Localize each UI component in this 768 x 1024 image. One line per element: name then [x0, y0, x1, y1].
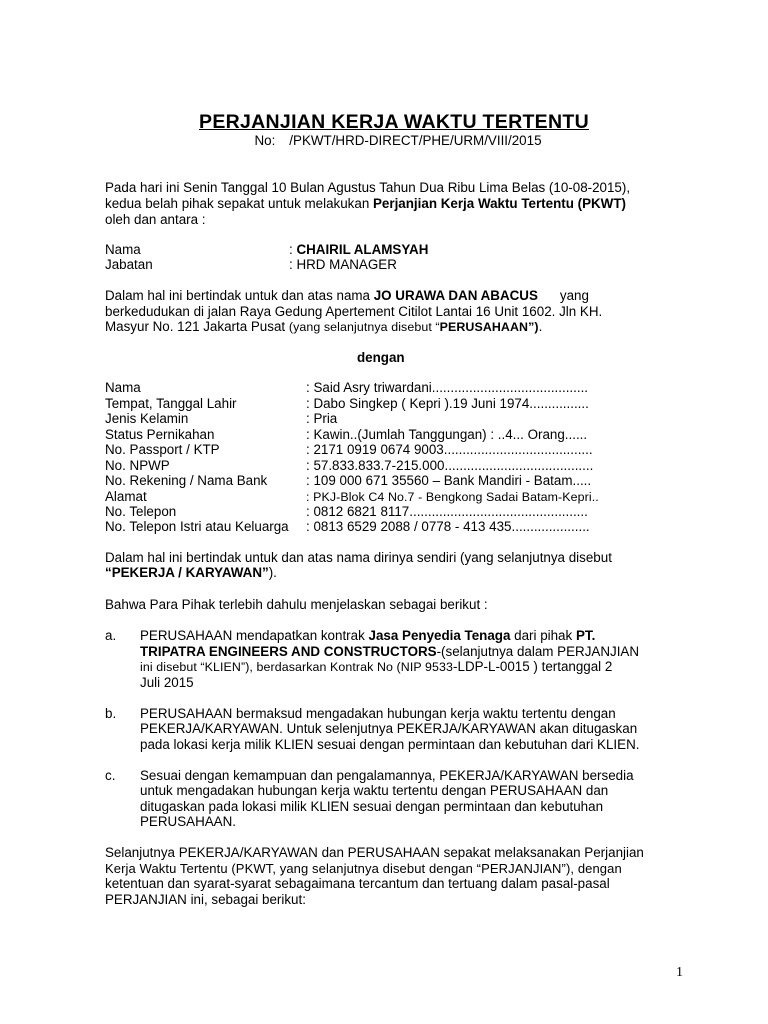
party2-value: : 109 000 671 35560 – Bank Mandiri - Batam.....	[306, 473, 592, 488]
party2-value: : Said Asry triwardani..........................................	[306, 380, 589, 395]
intro-line-2	[105, 196, 664, 212]
item-text: dari pihak	[510, 628, 576, 643]
party2-label: Jenis Kelamin	[105, 411, 189, 426]
party1-position-label: Jabatan	[105, 257, 153, 272]
explain-intro: Bahwa Para Pihak terlebih dahulu menjelaskan sebagai berikut :	[105, 597, 488, 612]
party1-name-value	[289, 242, 428, 258]
party1-name-label: Nama	[105, 242, 141, 257]
party2-label: Nama	[105, 380, 141, 395]
party2-value: : 2171 0919 0674 9003........................................	[306, 442, 593, 457]
perusahaan-term: PERUSAHAAN”)	[439, 320, 539, 334]
page-number: 1	[676, 965, 683, 980]
party2-value: : Kawin..(Jumlah Tanggungan) : ..4... Orang......	[306, 427, 588, 442]
closing-line-1: Selanjutnya PEKERJA/KARYAWAN dan PERUSAHAAN sepakat melaksanakan Perjanjian	[105, 845, 644, 860]
item-a-line-2	[140, 644, 664, 660]
document-title: PERJANJIAN KERJA WAKTU TERTENTU	[199, 111, 589, 133]
party2-label: No. Telepon Istri atau Keluarga	[105, 519, 289, 534]
party2-value: : 0813 6529 2088 / 0778 - 413 435.....................	[306, 519, 590, 534]
para-text: (yang selanjutnya disebut “	[288, 320, 440, 334]
party1-para-line-1	[105, 288, 664, 304]
party2-label: Alamat	[105, 489, 147, 504]
intro-line-1: Pada hari ini Senin Tanggal 10 Bulan Agustus Tahun Dua Ribu Lima Belas (10-08-2015),	[105, 180, 631, 195]
party2-label: No. Telepon	[105, 504, 177, 519]
contract-type: Jasa Penyedia Tenaga	[368, 628, 511, 643]
item-a-line-1	[140, 628, 664, 644]
item-c-line-2: untuk mengadakan hubungan kerja waktu tertentu dengan PERUSAHAAN dan	[140, 783, 609, 798]
party2-label: No. Rekening / Nama Bank	[105, 473, 268, 488]
para-text: yang	[559, 288, 589, 303]
party2-value: : Dabo Singkep ( Kepri ).19 Juni 1974................	[306, 396, 589, 411]
separator: :	[289, 242, 297, 257]
party2-value: : PKJ-Blok C4 No.7 - Bengkong Sadai Batam-Kepri..	[306, 490, 599, 504]
party2-value: : Pria	[306, 411, 338, 426]
item-c-line-1: Sesuai dengan kemampuan dan pengalamannya, PEKERJA/KARYAWAN bersedia	[140, 768, 634, 783]
closing-line-3: ketentuan dan syarat-syarat sebagaimana tercantum dan tertuang dalam pasal-pasal	[105, 876, 610, 891]
para-text: ).	[268, 565, 277, 580]
para-text: .	[538, 319, 543, 334]
party1-position-value: : HRD MANAGER	[289, 257, 397, 272]
intro-line-3: oleh dan antara :	[105, 212, 206, 227]
item-text: ini disebut “KLIEN”), berdasarkan Kontrak No (NIP 9533	[140, 660, 454, 674]
party2-label: No. NPWP	[105, 458, 170, 473]
item-text: -(selanjutnya dalam PERJANJIAN	[436, 644, 640, 659]
closing-line-2: Kerja Waktu Tertentu (PKWT, yang selanjutnya disebut dengan “PERJANJIAN”), dengan	[105, 861, 622, 876]
pkwt-term: Perjanjian Kerja Waktu Tertentu (PKWT)	[373, 196, 626, 211]
party2-para-line-1: Dalam hal ini bertindak untuk dan atas nama dirinya sendiri (yang selanjutnya disebut	[105, 550, 612, 565]
item-text: -LDP-L-0015 ) tertanggal 2	[453, 659, 613, 674]
party1-name: CHAIRIL ALAMSYAH	[296, 242, 429, 257]
item-b-line-2: PEKERJA/KARYAWAN. Untuk selenjutnya PEKERJA/KARYAWAN akan ditugaskan	[140, 721, 638, 736]
pekerja-term: “PEKERJA / KARYAWAN”	[105, 565, 269, 580]
party2-label: Tempat, Tanggal Lahir	[105, 396, 237, 411]
intro-text: kedua belah pihak sepakat untuk melakukan	[105, 196, 373, 211]
party2-label: Status Pernikahan	[105, 427, 215, 442]
item-a-mark: a.	[105, 628, 117, 643]
item-b-mark: b.	[105, 706, 117, 721]
client-prefix: PT.	[575, 628, 596, 643]
party2-value: : 57.833.833.7-215.000........................................	[306, 458, 594, 473]
item-text: PERUSAHAAN mendapatkan kontrak	[140, 628, 369, 643]
party1-para-line-3	[105, 319, 664, 336]
item-c-line-3: ditugaskan pada lokasi milik KLIEN sesuai dengan permintaan dan kebutuhan	[140, 799, 604, 814]
item-a-line-4: Juli 2015	[140, 675, 194, 690]
client-name: TRIPATRA ENGINEERS AND CONSTRUCTORS	[140, 644, 437, 659]
item-c-mark: c.	[105, 768, 116, 783]
party2-label: No. Passport / KTP	[105, 442, 220, 457]
item-b-line-3: pada lokasi kerja milik KLIEN sesuai dengan permintaan dan kebutuhan dari KLIEN.	[140, 737, 640, 752]
number-value: /PKWT/HRD-DIRECT/PHE/URM/VIII/2015	[289, 133, 542, 148]
party2-value: : 0812 6821 8117................................................	[306, 504, 588, 519]
party2-para-line-2	[105, 565, 664, 581]
dengan-heading: dengan	[357, 350, 405, 365]
item-b-line-1: PERUSAHAAN bermaksud mengadakan hubungan kerja waktu tertentu dengan	[140, 706, 616, 721]
para-text: Masyur No. 121 Jakarta Pusat	[105, 319, 289, 334]
party1-para-line-2: berkedudukan di jalan Raya Gedung Apertement Citilot Lantai 16 Unit 1602. Jln KH.	[105, 304, 603, 319]
item-c-line-4: PERUSAHAAN.	[140, 814, 236, 829]
item-a-line-3	[140, 659, 664, 676]
para-text: Dalam hal ini bertindak untuk dan atas nama	[105, 288, 374, 303]
document-number	[0, 133, 768, 149]
closing-line-4: PERJANJIAN ini, sebagai berikut:	[105, 892, 306, 907]
number-label: No:	[254, 133, 276, 148]
company-name: JO URAWA DAN ABACUS	[373, 288, 538, 303]
